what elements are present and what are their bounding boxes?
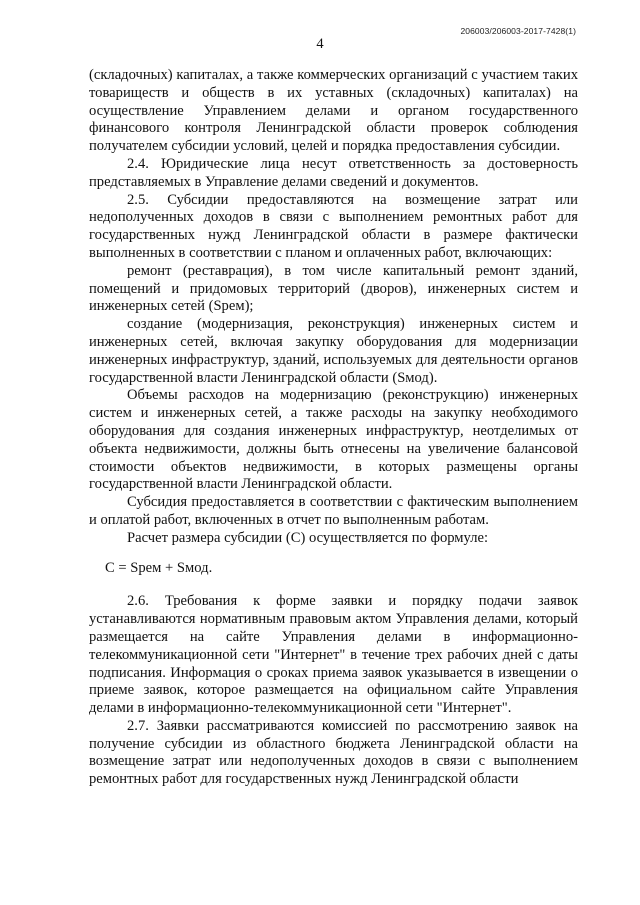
paragraph-calculation-intro: Расчет размера субсидии (С) осуществляется по формуле:	[127, 529, 489, 546]
page-number: 4	[316, 36, 324, 52]
subsidy-formula: С = Sрем + Sмод.	[105, 559, 213, 576]
paragraph-subsidy-provision: Субсидия предоставляется в соответствии с фактическим выполнением и оплатой работ, включенных в отчет по выполненным работам.	[89, 494, 578, 528]
paragraph-2-7: 2.7. Заявки рассматриваются комиссией по рассмотрению заявок на получение субсидии из областного бюджета Ленинградской области на возмещение затрат или недополученных доходов в связи с выполнением ремонтных работ для государственных нужд Ленинградской области	[89, 717, 578, 788]
paragraph-continuation: (складочных) капиталах, а также коммерческих организаций с участием таких товариществ и обществ в их уставных (складочных) капиталах) на осуществление Управлением делами и органом государственного финансового контроля Ленинградской области проверок соблюдения получателем субсидии условий, целей и порядка предоставления субсидии.	[89, 67, 578, 155]
paragraph-2-5: 2.5. Субсидии предоставляются на возмещение затрат или недополученных доходов в связи с выполнением ремонтных работ для государственных нужд Ленинградской области в размере фактически выполненных в соответствии с планом и оплаченных работ, включающих:	[89, 191, 578, 261]
document-registration-number: 206003/206003-2017-7428(1)	[460, 26, 576, 36]
paragraph-2-6: 2.6. Требования к форме заявки и порядку подачи заявок устанавливаются нормативным правовым актом Управления делами, который размещается на сайте Управления делами в информационно-телекоммуникационной сети "Интернет" в течение трех рабочих дней с даты подписания. Информация о сроках приема заявок указывается в извещении о приеме заявок, которое размещается на официальном сайте Управления делами в информационно-телекоммуникационной сети "Интернет".	[89, 593, 578, 717]
paragraph-expense-volumes: Объемы расходов на модернизацию (реконструкцию) инженерных систем и инженерных сетей, а также расходы на закупку необходимого оборудования для создания инженерных инфраструктур, неотделимых от объекта недвижимости, должны быть отнесены на увеличение балансовой стоимости объектов недвижимости, в которых размещены органы государственной власти Ленинградской области.	[89, 387, 578, 493]
paragraph-repair-item: ремонт (реставрация), в том числе капитальный ремонт зданий, помещений и придомовых территорий (дворов), инженерных систем и инженерных сетей (Sрем);	[89, 262, 578, 315]
paragraph-modernization-item: создание (модернизация, реконструкция) инженерных систем и инженерных сетей, включая закупку оборудования для модернизации инженерных инфраструктур, зданий, используемых для деятельности органов государственной власти Ленинградской области (Sмод).	[89, 316, 578, 386]
document-body	[89, 67, 578, 789]
paragraph-2-4: 2.4. Юридические лица несут ответственность за достоверность представляемых в Управление делами сведений и документов.	[89, 155, 578, 190]
